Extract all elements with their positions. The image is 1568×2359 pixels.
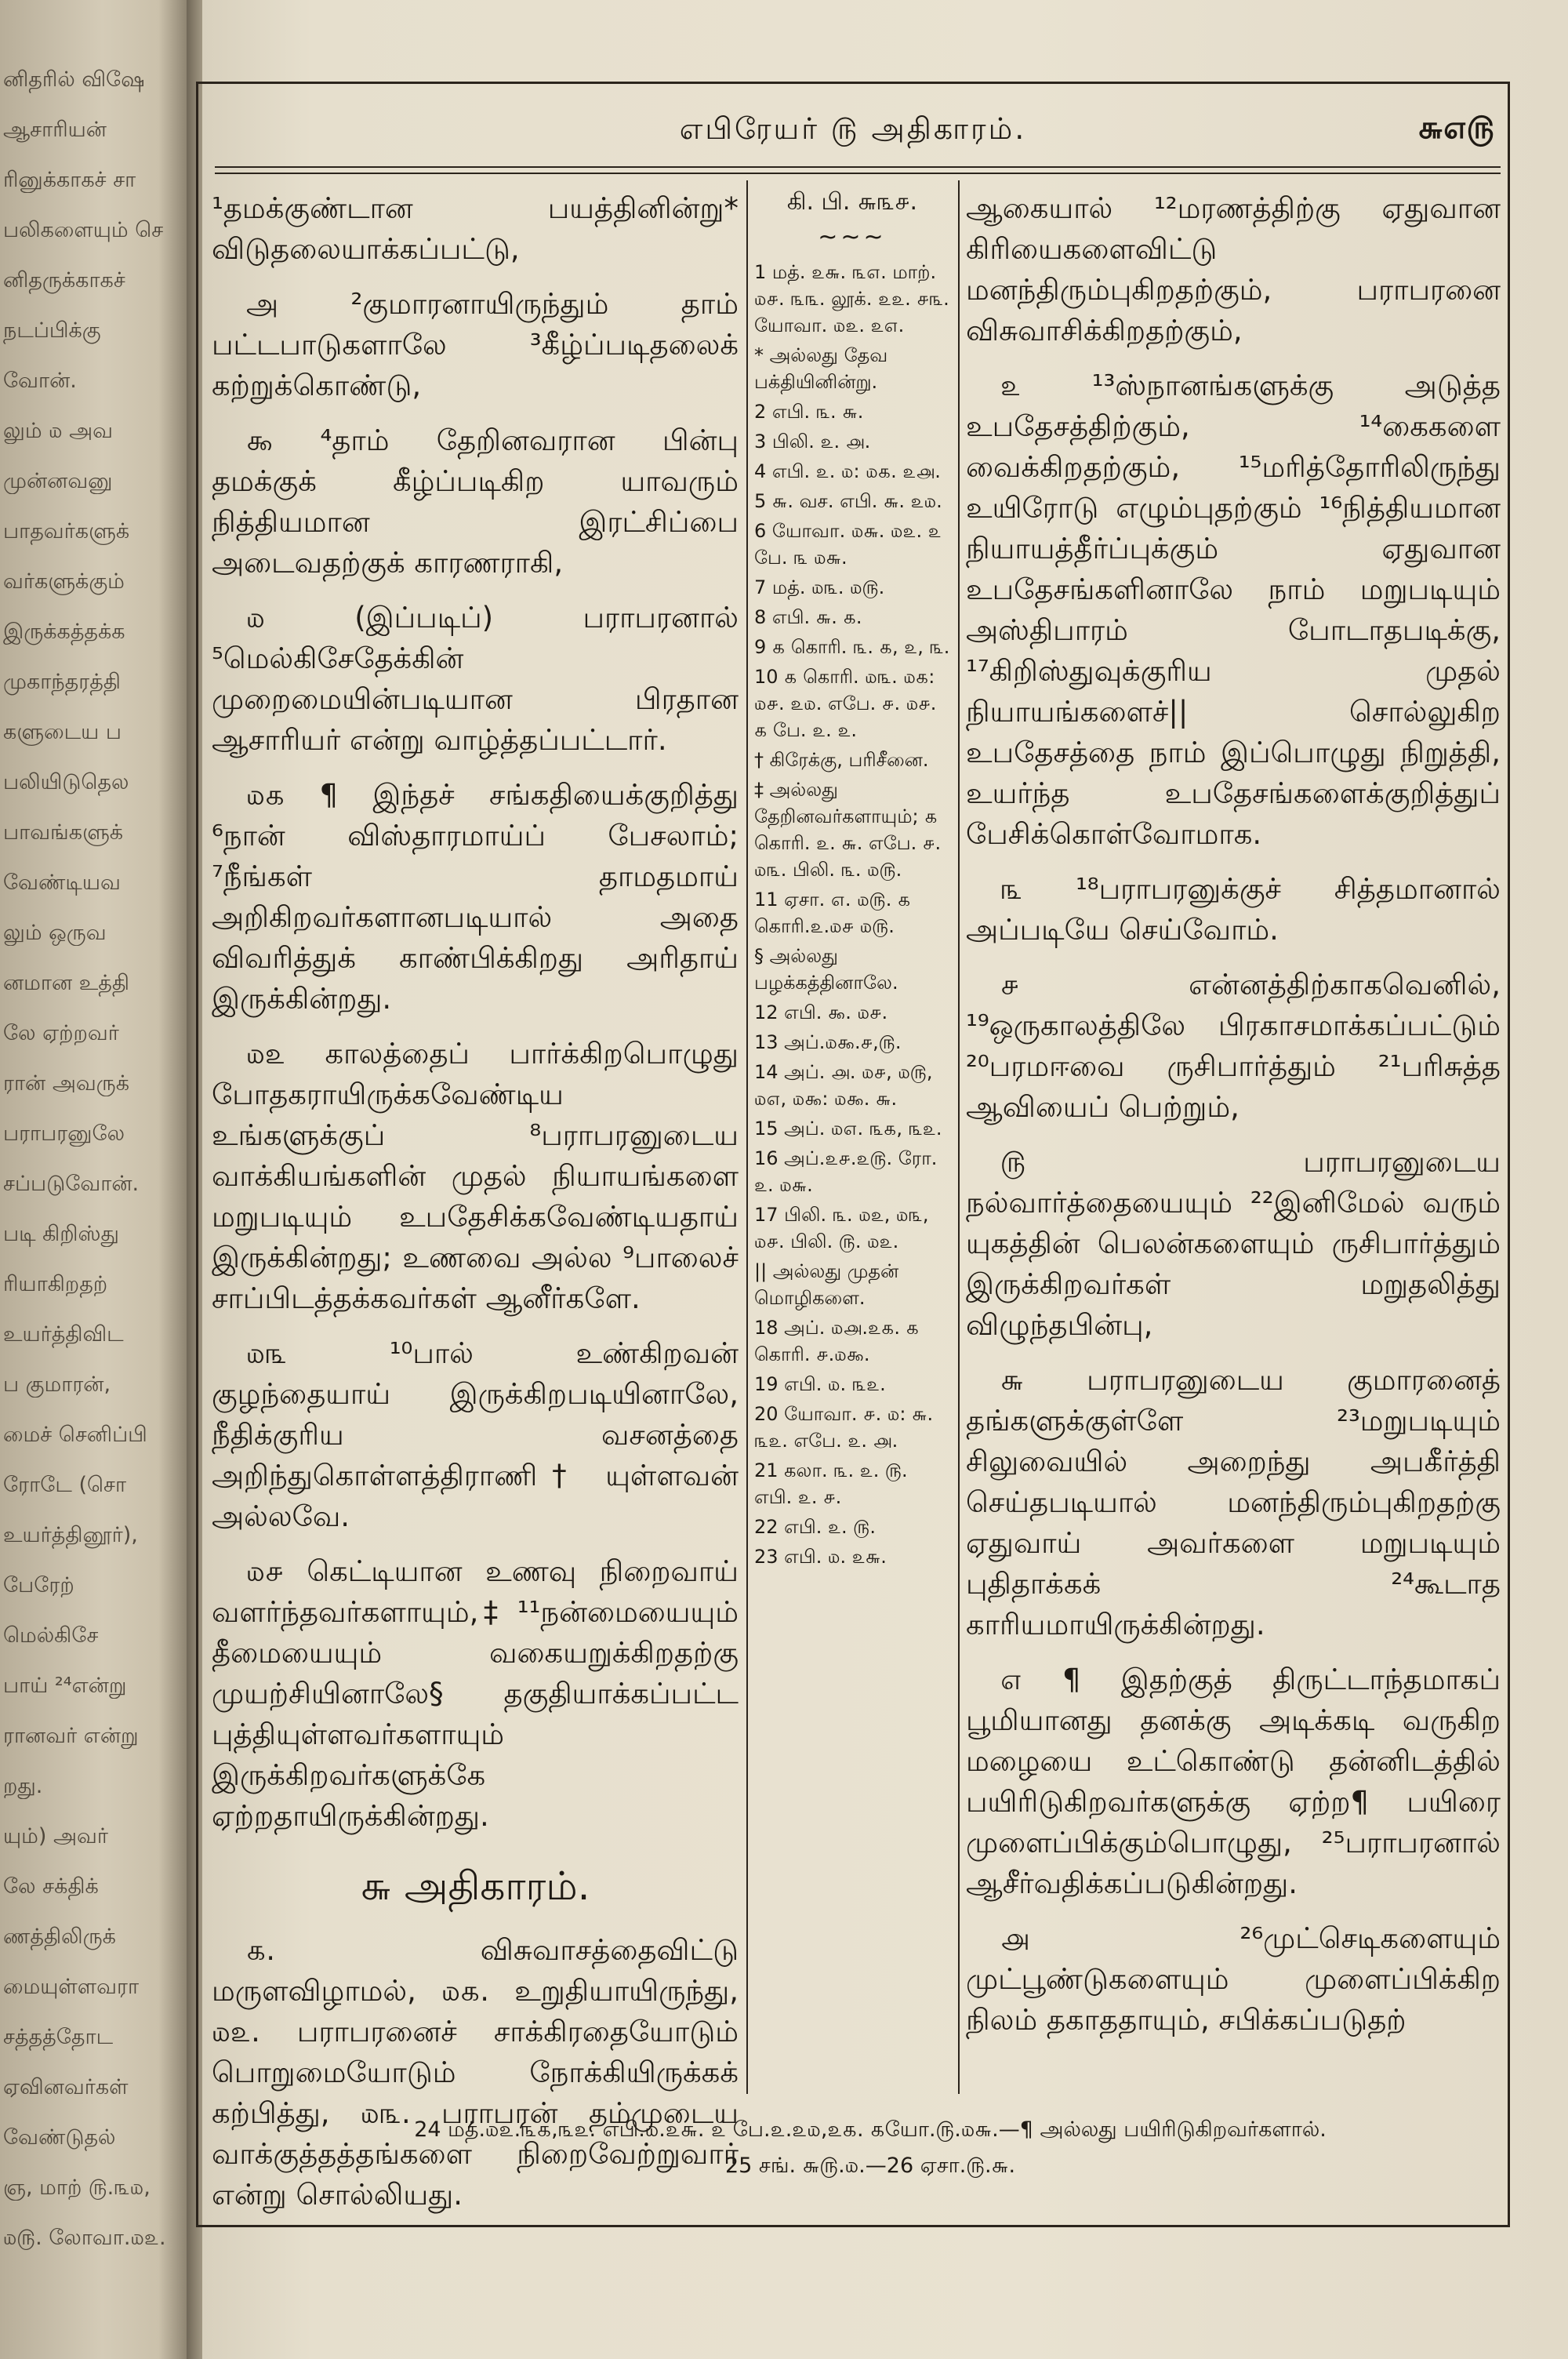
cross-reference: † கிரேக்கு, பரிசீனை. <box>754 749 929 771</box>
cross-reference: 11 ஏசா. ௭. ௰௫. ௧ கொரி.௨.௰௪ ௰௫. <box>754 889 911 937</box>
verse-paragraph: ௪ என்னத்திற்காகவெனில், ¹⁹ஒருகாலத்திலே பிரகாசமாக்கப்பட்டும் ²⁰பரமஈவை ருசிபார்த்தும் ²¹பரிசுத்த ஆவியைப் பெற்றும், <box>966 968 1501 1124</box>
prev-page-line: லே சக்திக் <box>3 1874 99 1899</box>
cross-reference: 16 அப்.௨௪.௨௫. ரோ. ௨. ௰௬. <box>754 1147 938 1196</box>
prev-page-line: ஏவினவர்கள் <box>3 2075 129 2099</box>
cross-reference: 12 எபி. ௯. ௰௪. <box>754 1001 888 1023</box>
verse-paragraph: அ ²குமாரனாயிருந்தும் தாம் பட்டபாடுகளாலே ³கீழ்ப்படிதலைக் கற்றுக்கொண்டு, <box>212 287 739 402</box>
prev-page-line: பராபரனுலே <box>3 1121 125 1146</box>
prev-page-line: ஞ, மாற் ௫.௩௰, <box>3 2175 151 2200</box>
cross-reference: 17 பிலி. ௩. ௰௨, ௰௩, ௰௪. பிலி. ௫. ௰௨. <box>754 1204 929 1252</box>
cross-reference: 7 மத். ௰௩. ௰௫. <box>754 576 885 598</box>
prev-page-line: உயர்த்திவிட <box>3 1322 124 1347</box>
verse-paragraph: ௬ பராபரனுடைய குமாரனைத் தங்களுக்குள்ளே ²³மறுபடியும் சிலுவையில் அறைந்து அபகீர்த்தி செய்தபடியால் மனந்திரும்புகிறதற்கு ஏதுவாய் அவர்களை மறுபடியும் புதிதாக்கக் ²⁴கூடாத காரியமாயிருக்கின்றது. <box>966 1363 1501 1641</box>
prev-page-line: மைச் செனிப்பி <box>3 1423 147 1447</box>
cross-reference: 4 எபி. ௨. ௰: ௰௧. ௨௮. <box>754 460 941 482</box>
prev-page-line: னிதரில் விஷே <box>3 67 145 92</box>
running-title: எபிரேயர் ௫ அதிகாரம். <box>679 111 1027 146</box>
chapter-summary: ௧. விசுவாசத்தைவிட்டு மருளவிழாமல், ௰௧. உறுதியாயிருந்து, ௰௨. பராபரனைச் சாக்கிரதையோடும் பொறுமையோடும் நோக்கியிருக்கக் கற்பித்து, ௰௩. பராபரன் தம்முடைய வாக்குத்தத்தங்களை நிறைவேற்றுவார் என்று சொல்லியது. <box>212 1933 739 2212</box>
prev-page-line: றது. <box>3 1774 43 1798</box>
cross-reference-column <box>754 188 950 1573</box>
cross-reference: 10 ௧ கொரி. ௰௩. ௰௧: ௰௪. ௨௰. எபே. ௪. ௰௪. ௧ பே. ௨. ௨. <box>754 666 937 741</box>
prev-page-line: வர்களுக்கும் <box>3 569 125 594</box>
cross-reference: * அல்லது தேவ பக்தியினின்று. <box>754 344 888 393</box>
verse-paragraph: ௰௪ கெட்டியான உணவு நிறைவாய் வளர்ந்தவர்களாயும்,‡ ¹¹நன்மையையும் தீமையையும் வகையறுக்கிறதற்கு முயற்சியினாலே§ தகுதியாக்கப்பட்ட புத்தியுள்ளவர்களாயும் இருக்கிறவர்களுக்கே ஏற்றதாயிருக்கின்றது. <box>212 1554 739 1833</box>
prev-page-line: னிதருக்காகச் <box>3 268 125 293</box>
cross-reference: 14 அப். ௮. ௰௪, ௰௫, ௰௭, ௰௯: ௰௯. ௬. <box>754 1061 933 1110</box>
footnote-line: 25 சங். ௬௫.௰.—26 ஏசா.௫.௬. <box>724 2154 1016 2178</box>
cross-reference: 9 ௧ கொரி. ௩. ௧, ௨, ௩. <box>754 636 950 658</box>
cross-reference: 22 எபி. ௨. ௫. <box>754 1516 876 1538</box>
verse-paragraph: ௮ ²⁶முட்செடிகளையும் முட்பூண்டுகளையும் முளைப்பிக்கிற நிலம் தகாததாயும், சபிக்கப்படுதற் <box>966 1921 1501 2037</box>
column-divider-right <box>958 180 960 2094</box>
cross-reference: 20 யோவா. ௪. ௰: ௬. ௩௨. எபே. ௨. ௮. <box>754 1403 934 1452</box>
cross-reference: || அல்லது முதன் மொழிகளை. <box>754 1260 899 1309</box>
header-rule-top <box>215 166 1501 168</box>
prev-page-line: சப்படுவோன். <box>3 1172 140 1196</box>
header-rule-bottom <box>215 173 1501 174</box>
cross-reference: 1 மத். ௨௬. ௩௭. மாற். ௰௪. ௩௩. லூக். ௨௨. ௪௩. யோவா. ௰௨. ௨௭. <box>754 261 949 336</box>
prev-page-line: பலியிடுதெல <box>3 770 129 794</box>
prev-page-line: முன்னவனு <box>3 469 113 493</box>
prev-page-line: உயர்த்தினூர்), <box>3 1523 138 1547</box>
page-header <box>196 102 1510 157</box>
prev-page-line: ஆசாரியன் <box>3 118 107 142</box>
prev-page-line: பாய் ²⁴என்று <box>3 1674 127 1698</box>
prev-page-line: பலிகளையும் செ <box>3 218 164 242</box>
cross-reference: 5 ௬. வச. எபி. ௬. ௨௰. <box>754 490 942 512</box>
prev-page-line: ரியாகிறதற் <box>3 1272 108 1296</box>
footnote-line: 24 மத்.௰௨.௩௧,௩௨. எபி.௰.௨௬. ௨ பே.௨.௨௰,௨௧. ௧யோ.௫.௰௬.—¶ அல்லது பயிரிடுகிறவர்களால். <box>414 2117 1327 2142</box>
verse-paragraph: ௰௨ காலத்தைப் பார்க்கிறபொழுது போதகராயிருக்கவேண்டிய உங்களுக்குப் ⁸பராபரனுடைய வாக்கியங்களின் முதல் நியாயங்களை மறுபடியும் உபதேசிக்கவேண்டியதாய் இருக்கின்றது; உணவை அல்ல ⁹பாலைச் சாப்பிடத்தக்கவர்கள் ஆனீர்களே. <box>212 1037 739 1315</box>
prev-page-line: பேரேற் <box>3 1573 74 1598</box>
cross-reference: 8 எபி. ௬. ௧. <box>754 606 862 628</box>
prev-page-line: ரினுக்காகச் சா <box>3 168 136 192</box>
cross-reference: 3 பிலி. ௨. ௮. <box>754 431 871 453</box>
prev-page-line: களுடைய ப <box>3 720 122 744</box>
prev-page-line: ௰௫. லோவா.௰௨. <box>3 2226 166 2250</box>
prev-page-line: ரானவர் என்று <box>3 1724 139 1748</box>
cross-reference: 21 கலா. ௩. ௨. ௫. எபி. ௨. ௪. <box>754 1459 908 1508</box>
cross-reference: 18 அப். ௰௮.௨௧. ௧ கொரி. ௪.௰௯. <box>754 1317 920 1365</box>
cross-reference: 19 எபி. ௰. ௩௨. <box>754 1373 886 1395</box>
cross-reference-list <box>754 259 950 1570</box>
verse-paragraph: ௰ (இப்படிப்) பராபரனால் ⁵மெல்கிசேதேக்கின் முறைமையின்படியான பிரதான ஆசாரியர் என்று வாழ்த்தப்பட்டார். <box>212 601 739 757</box>
prev-page-line: படி கிறிஸ்து <box>3 1222 119 1246</box>
prev-page-line: ரான் அவருக் <box>3 1071 129 1096</box>
left-column <box>212 188 739 2230</box>
prev-page-line: ரோடே (சொ <box>3 1473 127 1497</box>
verse-paragraph: ௩ ¹⁸பராபரனுக்குச் சித்தமானால் அப்படியே செய்வோம். <box>966 872 1501 947</box>
prev-page-line: மெல்கிசே <box>3 1623 99 1648</box>
prev-page-line: வோன். <box>3 369 77 393</box>
prev-page-line: முகாந்தரத்தி <box>3 670 121 694</box>
prev-page-line: வேண்டியவ <box>3 871 121 895</box>
verse-paragraph: ௯ ⁴தாம் தேறினவரான பின்பு தமக்குக் கீழ்ப்படிகிற யாவரும் நித்தியமான இரட்சிப்பை அடைவதற்குக் காரணராகி, <box>212 423 739 580</box>
previous-page-edge <box>0 0 187 2359</box>
prev-page-line: நடப்பிக்கு <box>3 318 101 343</box>
cross-reference: 13 அப்.௰௯.௪,௫. <box>754 1031 902 1053</box>
verse-paragraph: ௰௩ ¹⁰பால் உண்கிறவன் குழந்தையாய் இருக்கிறபடியினாலே, நீதிக்குரிய வசனத்தை அறிந்துகொள்ளத்திராணி† யுள்ளவன் அல்லவே. <box>212 1336 739 1533</box>
page-number: ௬௭௫ <box>1417 110 1494 146</box>
prev-page-line: இருக்கத்தக்க <box>3 620 125 644</box>
cross-reference: 15 அப். ௰௭. ௩௧, ௩௨. <box>754 1118 942 1140</box>
prev-page-line: லும் ஒருவ <box>3 921 107 945</box>
cross-reference: § அல்லது பழக்கத்தினாலே. <box>754 945 898 994</box>
column-divider-left <box>746 180 748 2094</box>
prev-page-line: பாவங்களுக் <box>3 820 124 845</box>
cross-reference: ‡ அல்லது தேறினவர்களாயும்; ௧ கொரி. ௨. ௬. எபே. ௪. ௰௩. பிலி. ௩. ௰௫. <box>754 779 942 881</box>
date-heading: கி. பி. ௬௩௪. <box>786 188 918 216</box>
verse-paragraph: ௭ ¶ இதற்குத் திருட்டாந்தமாகப் பூமியானது தனக்கு அடிக்கடி வருகிற மழையை உட்கொண்டு தன்னிடத்தில் பயிரிடுகிறவர்களுக்கு ஏற்ற¶ பயிரை முளைப்பிக்கும்பொழுது, ²⁵பராபரனால் ஆசீர்வதிக்கப்படுகின்றது. <box>966 1663 1501 1900</box>
prev-page-line: சத்தத்தோட <box>3 2025 114 2049</box>
verse-paragraph: ௨ ¹³ஸ்நானங்களுக்கு அடுத்த உபதேசத்திற்கும், ¹⁴கைகளை வைக்கிறதற்கும், ¹⁵மரித்தோரிலிருந்து உயிரோடு எழும்புதற்கும் ¹⁶நித்தியமான நியாயத்தீர்ப்புக்கும் ஏதுவான உபதேசங்களினாலே நாம் மறுபடியும் அஸ்திபாரம் போடாதபடிக்கு, ¹⁷கிறிஸ்துவுக்குரிய முதல் நியாயங்களைச்|| சொல்லுகிற உபதேசத்தை நாம் இப்பொழுது நிறுத்தி, உயர்ந்த உபதேசங்களைக்குறித்துப் பேசிக்கொள்வோமாக. <box>966 369 1501 851</box>
verse-paragraph: ¹தமக்குண்டான பயத்தினின்று* விடுதலையாக்கப்பட்டு, <box>212 191 739 266</box>
chapter-heading: ௬ அதிகாரம். <box>360 1863 590 1909</box>
prev-page-line: வேண்டுதல் <box>3 2125 116 2150</box>
cross-reference: 2 எபி. ௩. ௬. <box>754 401 864 423</box>
prev-page-line: பாதவர்களுக் <box>3 519 130 543</box>
right-column <box>966 188 1501 2055</box>
ornament: ~~~ <box>818 224 887 251</box>
prev-page-line: மையுள்ளவரா <box>3 1975 140 1999</box>
verse-paragraph: ௰௧ ¶ இந்தச் சங்கதியைக்குறித்து ⁶நான் விஸ்தாரமாய்ப் பேசலாம்; ⁷நீங்கள் தாமதமாய் அறிகிறவர்களானபடியால் அதை விவரித்துக் காண்பிக்கிறது அரிதாய் இருக்கின்றது. <box>212 778 739 1016</box>
prev-page-line: யும்) அவர் <box>3 1824 108 1848</box>
cross-reference: 23 எபி. ௰. ௨௬. <box>754 1546 887 1568</box>
verse-paragraph: ஆகையால் ¹²மரணத்திற்கு ஏதுவான கிரியைகளைவிட்டு மனந்திரும்புகிறதற்கும், பராபரனை விசுவாசிக்கிறதற்கும், <box>966 191 1501 347</box>
prev-page-line: னமான உத்தி <box>3 971 129 995</box>
prev-page-line: ப குமாரன், <box>3 1372 111 1397</box>
verse-paragraph: ௫ பராபரனுடைய நல்வார்த்தையையும் ²²இனிமேல் வரும் யுகத்தின் பெலன்களையும் ருசிபார்த்தும் இருக்கிறவர்கள் மறுதலித்து விழுந்தபின்பு, <box>966 1145 1501 1342</box>
cross-reference: 6 யோவா. ௰௬. ௰௨. ௨ பே. ௩ ௰௬. <box>754 520 942 569</box>
prev-page-line: லும் ௰ அவ <box>3 419 113 443</box>
prev-page-line: லே ஏற்றவர் <box>3 1021 119 1045</box>
prev-page-line: ணத்திலிருக் <box>3 1925 116 1949</box>
